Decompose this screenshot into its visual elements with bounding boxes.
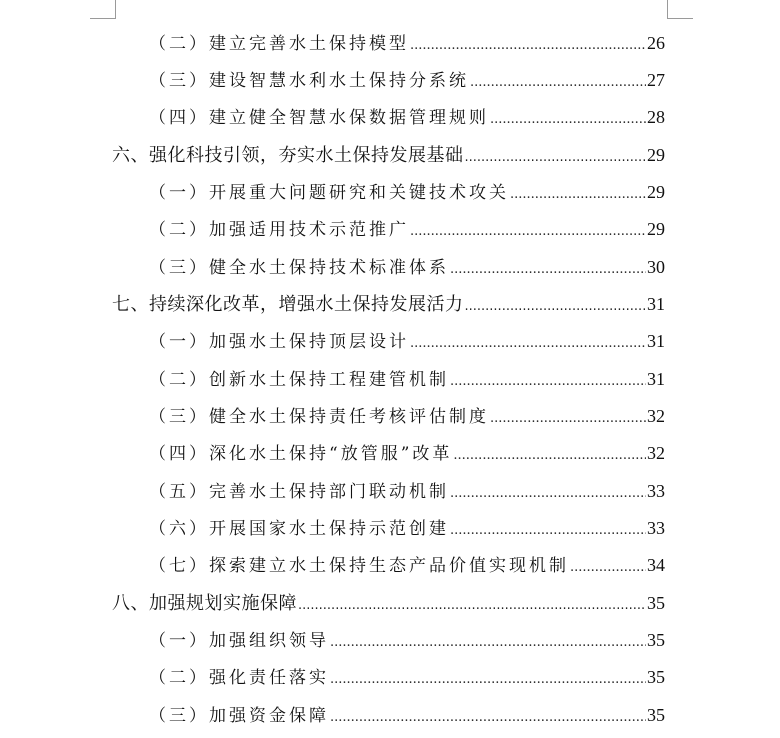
toc-entry-label: 八、加强规划实施保障 xyxy=(112,593,297,614)
toc-chapter-entry[interactable] xyxy=(112,590,665,616)
toc-entry[interactable] xyxy=(149,664,665,690)
toc-entry-label: （四）深化水土保持“放管服”改革 xyxy=(149,444,453,464)
toc-page-number: 29 xyxy=(647,145,665,165)
toc-dot-leader xyxy=(330,630,646,656)
toc-entry-label: （一）开展重大问题研究和关键技术攻关 xyxy=(149,183,509,203)
toc-entry[interactable] xyxy=(149,702,665,728)
toc-page-number: 33 xyxy=(647,481,665,501)
crop-mark-top-left xyxy=(90,0,116,19)
toc-entry[interactable] xyxy=(149,627,665,653)
toc-entry-label: （四）建立健全智慧水保数据管理规则 xyxy=(149,108,489,128)
toc-entry-label: （二）加强适用技术示范推广 xyxy=(149,220,409,240)
toc-entry-label: （二）建立完善水土保持模型 xyxy=(149,34,409,54)
toc-page-number: 32 xyxy=(647,406,665,426)
toc-dot-leader xyxy=(510,182,646,208)
toc-page-number: 26 xyxy=(647,33,665,53)
toc-chapter-entry[interactable] xyxy=(112,142,665,168)
toc-page-number: 35 xyxy=(647,630,665,650)
toc-dot-leader xyxy=(470,70,646,96)
toc-page-number: 34 xyxy=(647,555,665,575)
toc-chapter-entry[interactable] xyxy=(112,291,665,317)
toc-dot-leader xyxy=(490,406,646,432)
toc-entry-label: （七）探索建立水土保持生态产品价值实现机制 xyxy=(149,556,569,576)
toc-entry-label: （三）建设智慧水利水土保持分系统 xyxy=(149,71,469,91)
toc-entry[interactable] xyxy=(149,552,665,578)
toc-page-number: 30 xyxy=(647,257,665,277)
toc-entry[interactable] xyxy=(149,254,665,280)
toc-entry[interactable] xyxy=(149,403,665,429)
toc-dot-leader xyxy=(410,219,646,245)
toc-entry[interactable] xyxy=(149,440,665,466)
toc-entry-label: （五）完善水土保持部门联动机制 xyxy=(149,482,449,502)
toc-entry[interactable] xyxy=(149,179,665,205)
toc-entry[interactable] xyxy=(149,478,665,504)
toc-page-number: 29 xyxy=(647,219,665,239)
toc-entry[interactable] xyxy=(149,515,665,541)
toc-page-number: 35 xyxy=(647,705,665,725)
toc-dot-leader xyxy=(450,369,646,395)
toc-entry-label: （六）开展国家水土保持示范创建 xyxy=(149,519,449,539)
toc-page-number: 29 xyxy=(647,182,665,202)
toc-entry-label: （二）强化责任落实 xyxy=(149,668,329,688)
crop-mark-top-right xyxy=(667,0,693,19)
toc-dot-leader xyxy=(465,294,647,320)
toc-dot-leader xyxy=(330,705,646,731)
toc-page-number: 27 xyxy=(647,70,665,90)
toc-entry-label: （三）健全水土保持技术标准体系 xyxy=(149,258,449,278)
toc-entry-label: （三）加强资金保障 xyxy=(149,706,329,726)
toc-entry-label: （二）创新水土保持工程建管机制 xyxy=(149,370,449,390)
toc-entry-label: （一）加强组织领导 xyxy=(149,631,329,651)
toc-dot-leader xyxy=(490,107,646,133)
toc-dot-leader xyxy=(453,443,646,469)
toc-entry-label: （一）加强水土保持顶层设计 xyxy=(149,332,409,352)
toc-dot-leader xyxy=(450,257,646,283)
toc-entry[interactable] xyxy=(149,328,665,354)
toc-dot-leader xyxy=(410,331,646,357)
toc-page-number: 35 xyxy=(647,667,665,687)
toc-dot-leader xyxy=(450,481,646,507)
toc-page-number: 35 xyxy=(647,593,665,613)
toc-entry[interactable] xyxy=(149,67,665,93)
toc-dot-leader xyxy=(450,518,646,544)
toc-dot-leader xyxy=(570,555,646,581)
toc-entry[interactable] xyxy=(149,216,665,242)
toc-entry[interactable] xyxy=(149,104,665,130)
toc-entry-label: （三）健全水土保持责任考核评估制度 xyxy=(149,407,489,427)
toc-dot-leader xyxy=(298,593,646,619)
toc-page-number: 31 xyxy=(647,294,665,314)
toc-page-number: 31 xyxy=(647,369,665,389)
toc-page-number: 32 xyxy=(647,443,665,463)
toc-entry[interactable] xyxy=(149,366,665,392)
toc-dot-leader xyxy=(330,667,646,693)
toc-page-number: 28 xyxy=(647,107,665,127)
toc-page-number: 33 xyxy=(647,518,665,538)
toc-dot-leader xyxy=(410,33,646,59)
toc-dot-leader xyxy=(465,145,647,171)
toc-page-number: 31 xyxy=(647,331,665,351)
toc-entry-label: 六、强化科技引领，夯实水土保持发展基础 xyxy=(112,145,464,166)
toc-entry-label: 七、持续深化改革，增强水土保持发展活力 xyxy=(112,294,464,315)
toc-entry[interactable] xyxy=(149,30,665,56)
